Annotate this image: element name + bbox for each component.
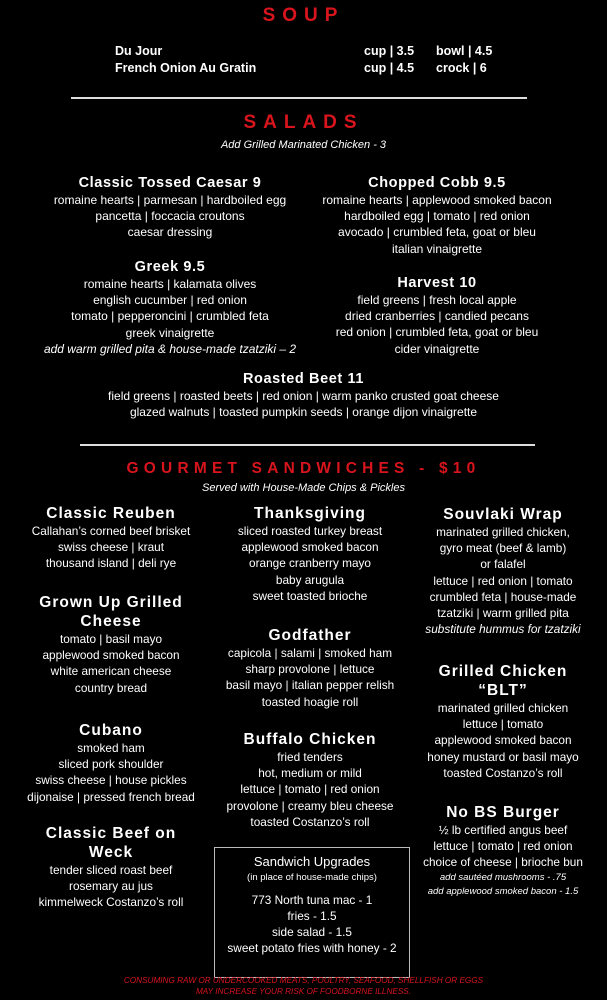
disclaimer-line: MAY INCREASE YOUR RISK OF FOODBORNE ILLNESS. <box>195 986 412 996</box>
sandwich-line: lettuce | red onion | tomato <box>433 573 573 588</box>
soup-name: Du Jour <box>115 44 163 58</box>
sandwich-item <box>210 626 410 710</box>
salad-name: Harvest 10 <box>397 275 477 291</box>
salad-line: english cucumber | red onion <box>93 293 247 308</box>
health-disclaimer <box>0 976 607 997</box>
sandwich-line: white american cheese <box>50 664 172 679</box>
salad-name: Chopped Cobb 9.5 <box>368 175 506 191</box>
sandwiches-title: GOURMET SANDWICHES - $10 <box>126 460 481 477</box>
upgrade-line: sweet potato fries with honey - 2 <box>227 941 397 955</box>
sandwiches-subtitle: Served with House-Made Chips & Pickles <box>202 482 405 494</box>
salad-item <box>297 274 577 357</box>
sandwich-item <box>24 593 198 696</box>
sandwich-name: Grown Up Grilled Cheese <box>39 594 183 630</box>
sandwich-name: Buffalo Chicken <box>243 731 377 748</box>
sandwich-note: substitute hummus for tzatziki <box>425 622 581 637</box>
sandwich-line: rosemary au jus <box>69 879 153 894</box>
soup-title: SOUP <box>262 5 345 26</box>
sandwich-line: toasted hoagie roll <box>261 694 359 709</box>
salad-line: dried cranberries | candied pecans <box>345 309 529 324</box>
soup-price: crock | 6 <box>436 61 487 75</box>
sandwich-name: Grilled Chicken “BLT” <box>438 663 568 699</box>
salad-line: italian vinaigrette <box>391 241 483 256</box>
disclaimer-line: CONSUMING RAW OR UNDERCOOKED MEATS, POULTRY, SEAFOOD, SHELLFISH OR EGGS <box>123 976 484 985</box>
sandwich-line: orange cranberry mayo <box>249 556 371 571</box>
sandwich-item <box>412 803 594 899</box>
sandwich-line: marinated grilled chicken <box>437 701 569 715</box>
salad-line: red onion | crumbled feta, goat or bleu <box>335 325 539 340</box>
divider <box>80 444 535 446</box>
sandwich-name: Godfather <box>268 627 352 644</box>
salad-item <box>28 258 312 357</box>
sandwich-item <box>14 721 208 805</box>
sandwich-line: lettuce | tomato | red onion <box>433 839 573 854</box>
sandwich-line: Callahan’s corned beef brisket <box>31 524 191 538</box>
salad-line: romaine hearts | applewood smoked bacon <box>322 193 552 207</box>
sandwich-line: applewood smoked bacon <box>434 733 572 748</box>
soup-price: cup | 3.5 <box>364 44 415 58</box>
soup-name: French Onion Au Gratin <box>115 61 257 75</box>
salad-name: Roasted Beet 11 <box>242 371 365 387</box>
salad-name: Greek 9.5 <box>134 259 206 275</box>
salad-line: glazed walnuts | toasted pumpkin seeds | orange dijon vinaigrette <box>129 405 478 420</box>
sandwich-line: marinated grilled chicken, <box>436 525 570 539</box>
sandwich-item <box>422 662 584 781</box>
salad-line: caesar dressing <box>127 225 213 240</box>
sandwich-name: No BS Burger <box>446 804 560 821</box>
sandwich-line: sweet toasted brioche <box>252 588 368 603</box>
upgrade-line: 773 North tuna mac - 1 <box>251 893 373 907</box>
sandwich-line: sliced pork shoulder <box>58 757 164 772</box>
sandwich-note: add applewood smoked bacon - 1.5 <box>427 885 579 897</box>
salad-line: cider vinaigrette <box>394 341 480 356</box>
sandwich-name: Classic Reuben <box>46 505 176 522</box>
sandwich-item <box>210 504 410 604</box>
salad-line: field greens | fresh local apple <box>357 293 517 307</box>
sandwich-line: lettuce | tomato | red onion <box>240 782 380 797</box>
sandwich-line: kimmelweck Costanzo’s roll <box>38 895 184 910</box>
sandwich-name: Souvlaki Wrap <box>443 506 563 523</box>
sandwich-line: hot, medium or mild <box>258 766 362 781</box>
sandwich-line: toasted Costanzo’s roll <box>443 765 563 780</box>
sandwich-line: swiss cheese | house pickles <box>35 773 187 788</box>
sandwich-line: basil mayo | italian pepper relish <box>225 678 395 693</box>
sandwich-line: tender sliced roast beef <box>49 863 173 877</box>
sandwich-line: or falafel <box>480 557 526 572</box>
soup-price: cup | 4.5 <box>364 61 415 75</box>
sandwich-name: Classic Beef on Weck <box>45 825 177 861</box>
salad-line: field greens | roasted beets | red onion | warm panko crusted goat cheese <box>108 389 499 403</box>
sandwich-line: fried tenders <box>277 750 343 764</box>
sandwich-line: sliced roasted turkey breast <box>237 524 383 538</box>
salad-line: tomato | pepperoncini | crumbled feta <box>71 309 269 324</box>
sandwich-line: swiss cheese | kraut <box>58 540 164 555</box>
sandwich-item <box>14 504 208 572</box>
sandwich-line: tomato | basil mayo <box>59 632 163 646</box>
sandwich-line: gyro meat (beef & lamb) <box>439 541 567 556</box>
upgrades-subtitle: (in place of house-made chips) <box>247 872 377 883</box>
sandwich-line: choice of cheese | brioche bun <box>423 855 583 870</box>
salad-item <box>297 174 577 257</box>
salad-line: hardboiled egg | tomato | red onion <box>344 209 530 224</box>
sandwich-line: thousand island | deli rye <box>45 556 177 571</box>
salads-title: SALADS <box>243 112 364 133</box>
sandwich-line: tzatziki | warm grilled pita <box>437 606 569 621</box>
salad-line: greek vinaigrette <box>125 325 215 340</box>
sandwich-line: smoked ham <box>77 741 145 755</box>
upgrade-line: side salad - 1.5 <box>271 925 352 939</box>
sandwich-line: capicola | salami | smoked ham <box>227 646 393 660</box>
sandwich-line: baby arugula <box>275 572 345 587</box>
soup-price: bowl | 4.5 <box>436 44 493 58</box>
salad-item <box>0 370 607 420</box>
sandwich-line: provolone | creamy bleu cheese <box>226 798 394 813</box>
sandwich-line: lettuce | tomato <box>462 717 544 732</box>
sandwich-name: Cubano <box>79 722 143 739</box>
salad-note: add warm grilled pita & house-made tzatziki – 2 <box>43 341 297 356</box>
sandwich-note: add sautéed mushrooms - .75 <box>439 871 567 883</box>
sandwich-name: Thanksgiving <box>254 505 366 522</box>
sandwich-upgrades-box <box>214 847 410 978</box>
salad-line: avocado | crumbled feta, goat or bleu <box>338 225 536 240</box>
upgrade-line: fries - 1.5 <box>287 909 337 923</box>
sandwich-line: crumbled feta | house-made <box>429 589 577 604</box>
salad-line: romaine hearts | parmesan | hardboiled egg <box>53 193 287 207</box>
upgrades-title: Sandwich Upgrades <box>253 854 371 869</box>
divider <box>71 97 527 99</box>
salad-line: pancetta | foccacia croutons <box>95 209 245 224</box>
sandwich-line: applewood smoked bacon <box>241 540 379 555</box>
sandwich-item <box>30 824 192 911</box>
sandwich-item <box>210 730 410 830</box>
sandwich-line: country bread <box>74 680 148 695</box>
sandwich-item <box>412 505 594 637</box>
sandwich-line: toasted Costanzo’s roll <box>250 814 370 829</box>
sandwich-line: ½ lb certified angus beef <box>438 823 568 837</box>
salads-subtitle: Add Grilled Marinated Chicken - 3 <box>220 139 387 151</box>
salad-item <box>30 174 310 241</box>
sandwich-line: applewood smoked bacon <box>42 648 180 663</box>
sandwich-line: honey mustard or basil mayo <box>427 749 579 764</box>
salad-name: Classic Tossed Caesar 9 <box>78 175 262 191</box>
sandwich-line: dijonaise | pressed french bread <box>27 789 195 804</box>
sandwich-line: sharp provolone | lettuce <box>245 662 375 677</box>
salad-line: romaine hearts | kalamata olives <box>83 277 257 291</box>
